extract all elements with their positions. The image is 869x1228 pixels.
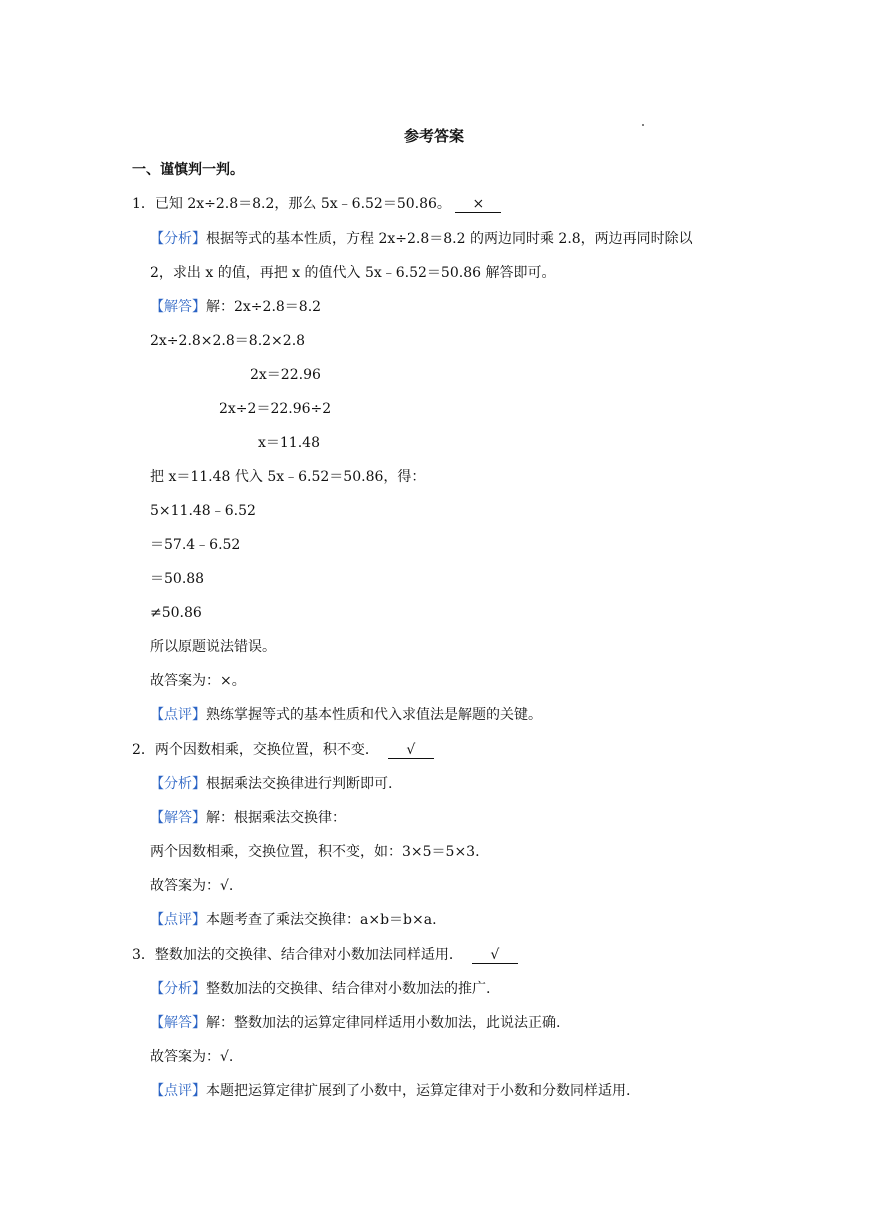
stray-dot xyxy=(642,124,644,126)
q1-answer: × xyxy=(455,196,501,213)
q1-substitute-3: ＝57.4﹣6.52 xyxy=(150,537,241,553)
q2-analysis-text: 根据乘法交换律进行判断即可. xyxy=(206,776,393,792)
q2-solution-text: 解：根据乘法交换律： xyxy=(206,810,346,826)
q1-comment-tag: 【点评】 xyxy=(150,707,206,723)
q2-solution-tag: 【解答】 xyxy=(150,810,206,826)
q1-stem: 1．已知 2x÷2.8＝8.2，那么 5x﹣6.52＝50.86。 xyxy=(132,196,451,212)
q1-analysis-text-1: 根据等式的基本性质，方程 2x÷2.8＝8.2 的两边同时乘 2.8，两边再同时除以 xyxy=(206,231,693,247)
q3-comment-text: 本题把运算定律扩展到了小数中，运算定律对于小数和分数同样适用. xyxy=(206,1083,631,1099)
q2-stem: 2．两个因数相乘，交换位置，积不变． xyxy=(132,742,379,758)
q3-analysis-text: 整数加法的交换律、结合律对小数加法的推广. xyxy=(206,981,491,997)
q1-solution xyxy=(150,297,321,317)
q3-stem: 3．整数加法的交换律、结合律对小数加法同样适用． xyxy=(132,947,463,963)
q2-comment-text: 本题考查了乘法交换律：a×b＝b×a. xyxy=(206,912,437,928)
q2-answer: √ xyxy=(388,742,434,759)
q1-final-answer: 故答案为：×。 xyxy=(150,673,246,689)
q1-analysis xyxy=(150,229,693,249)
q2-final-answer: 故答案为：√. xyxy=(150,878,234,894)
q1-comment xyxy=(150,705,542,725)
q1-solution-text: 解：2x÷2.8＝8.2 xyxy=(206,299,322,315)
q1-analysis-text-2: 2，求出 x 的值，再把 x 的值代入 5x﹣6.52＝50.86 解答即可。 xyxy=(150,265,556,281)
q1-substitute-5: ≠50.86 xyxy=(150,605,202,621)
q3-stem-row xyxy=(132,945,518,965)
q1-conclusion: 所以原题说法错误。 xyxy=(150,639,276,655)
q1-substitute-1: 把 x＝11.48 代入 5x﹣6.52＝50.86，得： xyxy=(150,469,426,485)
q3-final-answer: 故答案为：√. xyxy=(150,1049,234,1065)
q2-stem-row xyxy=(132,740,434,760)
q1-analysis-tag: 【分析】 xyxy=(150,231,206,247)
q1-step-2: 2x＝22.96 xyxy=(250,367,321,383)
q1-step-1: 2x÷2.8×2.8＝8.2×2.8 xyxy=(150,333,306,349)
q3-solution-tag: 【解答】 xyxy=(150,1015,206,1031)
q3-solution-text: 解：整数加法的运算定律同样适用小数加法，此说法正确. xyxy=(206,1015,561,1031)
q2-comment xyxy=(150,910,437,930)
page-title: 参考答案 xyxy=(404,127,465,145)
q3-comment-tag: 【点评】 xyxy=(150,1083,206,1099)
q1-stem-row xyxy=(132,194,501,214)
q2-example: 两个因数相乘，交换位置，积不变，如：3×5＝5×3. xyxy=(150,844,480,860)
q1-step-3: 2x÷2＝22.96÷2 xyxy=(219,401,332,417)
q3-solution xyxy=(150,1013,560,1033)
q1-solution-tag: 【解答】 xyxy=(150,299,206,315)
q2-analysis-tag: 【分析】 xyxy=(150,776,206,792)
q2-solution xyxy=(150,808,346,828)
q3-comment xyxy=(150,1081,630,1101)
q1-step-4: x＝11.48 xyxy=(258,435,320,451)
q2-comment-tag: 【点评】 xyxy=(150,912,206,928)
q1-substitute-2: 5×11.48﹣6.52 xyxy=(150,503,256,519)
section-heading: 一、谨慎判一判。 xyxy=(132,162,244,178)
q1-substitute-4: ＝50.88 xyxy=(150,571,205,587)
q1-comment-text: 熟练掌握等式的基本性质和代入求值法是解题的关键。 xyxy=(206,707,542,723)
q3-analysis xyxy=(150,979,490,999)
q3-analysis-tag: 【分析】 xyxy=(150,981,206,997)
q2-analysis xyxy=(150,774,392,794)
q3-answer: √ xyxy=(472,947,518,964)
